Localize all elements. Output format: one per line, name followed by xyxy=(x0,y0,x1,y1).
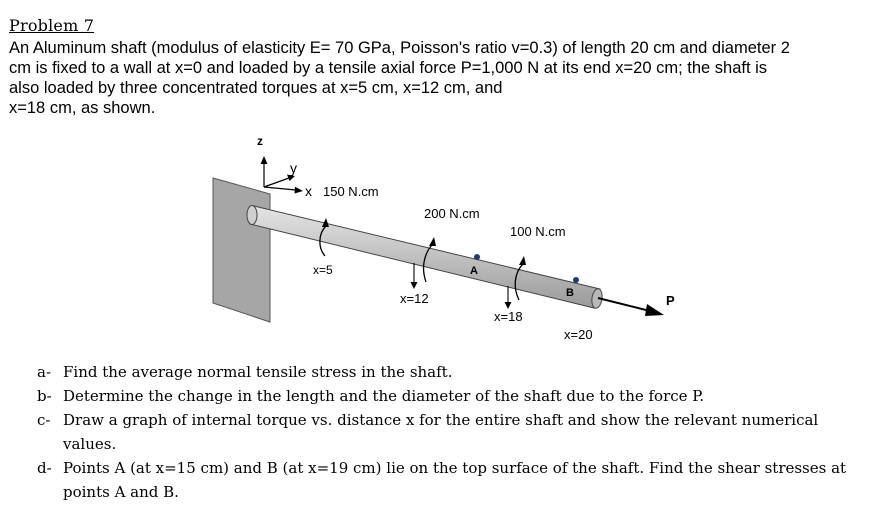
position-label-x5: x=5 xyxy=(313,263,333,277)
question-text: Points A (at x=15 cm) and B (at x=19 cm) lie on the top surface of the shaft. Find the shear stresses at points A and B. xyxy=(63,459,847,501)
question-label: a- xyxy=(37,363,52,381)
question-item xyxy=(37,360,867,384)
point-b-marker xyxy=(573,277,579,283)
position-label-x18: x=18 xyxy=(494,309,523,324)
axial-force-arrow xyxy=(598,298,664,316)
z-axis-label: z xyxy=(257,134,263,148)
problem-title: Problem 7 xyxy=(9,16,95,35)
fixed-wall xyxy=(213,178,270,322)
question-list xyxy=(37,360,867,504)
point-b-label: B xyxy=(566,287,574,299)
question-item xyxy=(37,456,867,504)
statement-line: x=18 cm, as shown. xyxy=(9,99,156,117)
question-label: b- xyxy=(37,387,52,405)
torque-label-150: 150 N.cm xyxy=(323,184,379,199)
position-label-x12: x=12 xyxy=(400,291,429,306)
question-text: Determine the change in the length and the diameter of the shaft due to the force P. xyxy=(63,387,705,405)
position-arrow-x18 xyxy=(505,286,512,309)
question-label: d- xyxy=(37,459,52,477)
statement-line: also loaded by three concentrated torques at x=5 cm, x=12 cm, and xyxy=(9,79,503,97)
question-item xyxy=(37,384,867,408)
position-label-x20: x=20 xyxy=(564,327,593,342)
point-a-marker xyxy=(474,254,480,260)
torque-label-100: 100 N.cm xyxy=(510,224,566,239)
question-item xyxy=(37,408,867,456)
force-label-p: P xyxy=(666,293,675,308)
y-axis-label: y xyxy=(290,160,297,176)
point-a-label: A xyxy=(470,265,478,277)
torque-label-200: 200 N.cm xyxy=(424,206,480,221)
x-axis-label: x xyxy=(305,183,312,199)
statement-line: cm is fixed to a wall at x=0 and loaded by a tensile axial force P=1,000 N at its end x=20 cm; the shaft is xyxy=(9,59,768,77)
question-label: c- xyxy=(37,411,51,429)
question-text: Draw a graph of internal torque vs. distance x for the entire shaft and show the relevant numerical values. xyxy=(63,411,819,453)
position-arrow-x12 xyxy=(411,263,418,289)
statement-line: An Aluminum shaft (modulus of elasticity E= 70 GPa, Poisson's ratio v=0.3) of length 20 cm and diameter 2 xyxy=(9,39,790,57)
question-text: Find the average normal tensile stress in the shaft. xyxy=(63,363,453,381)
